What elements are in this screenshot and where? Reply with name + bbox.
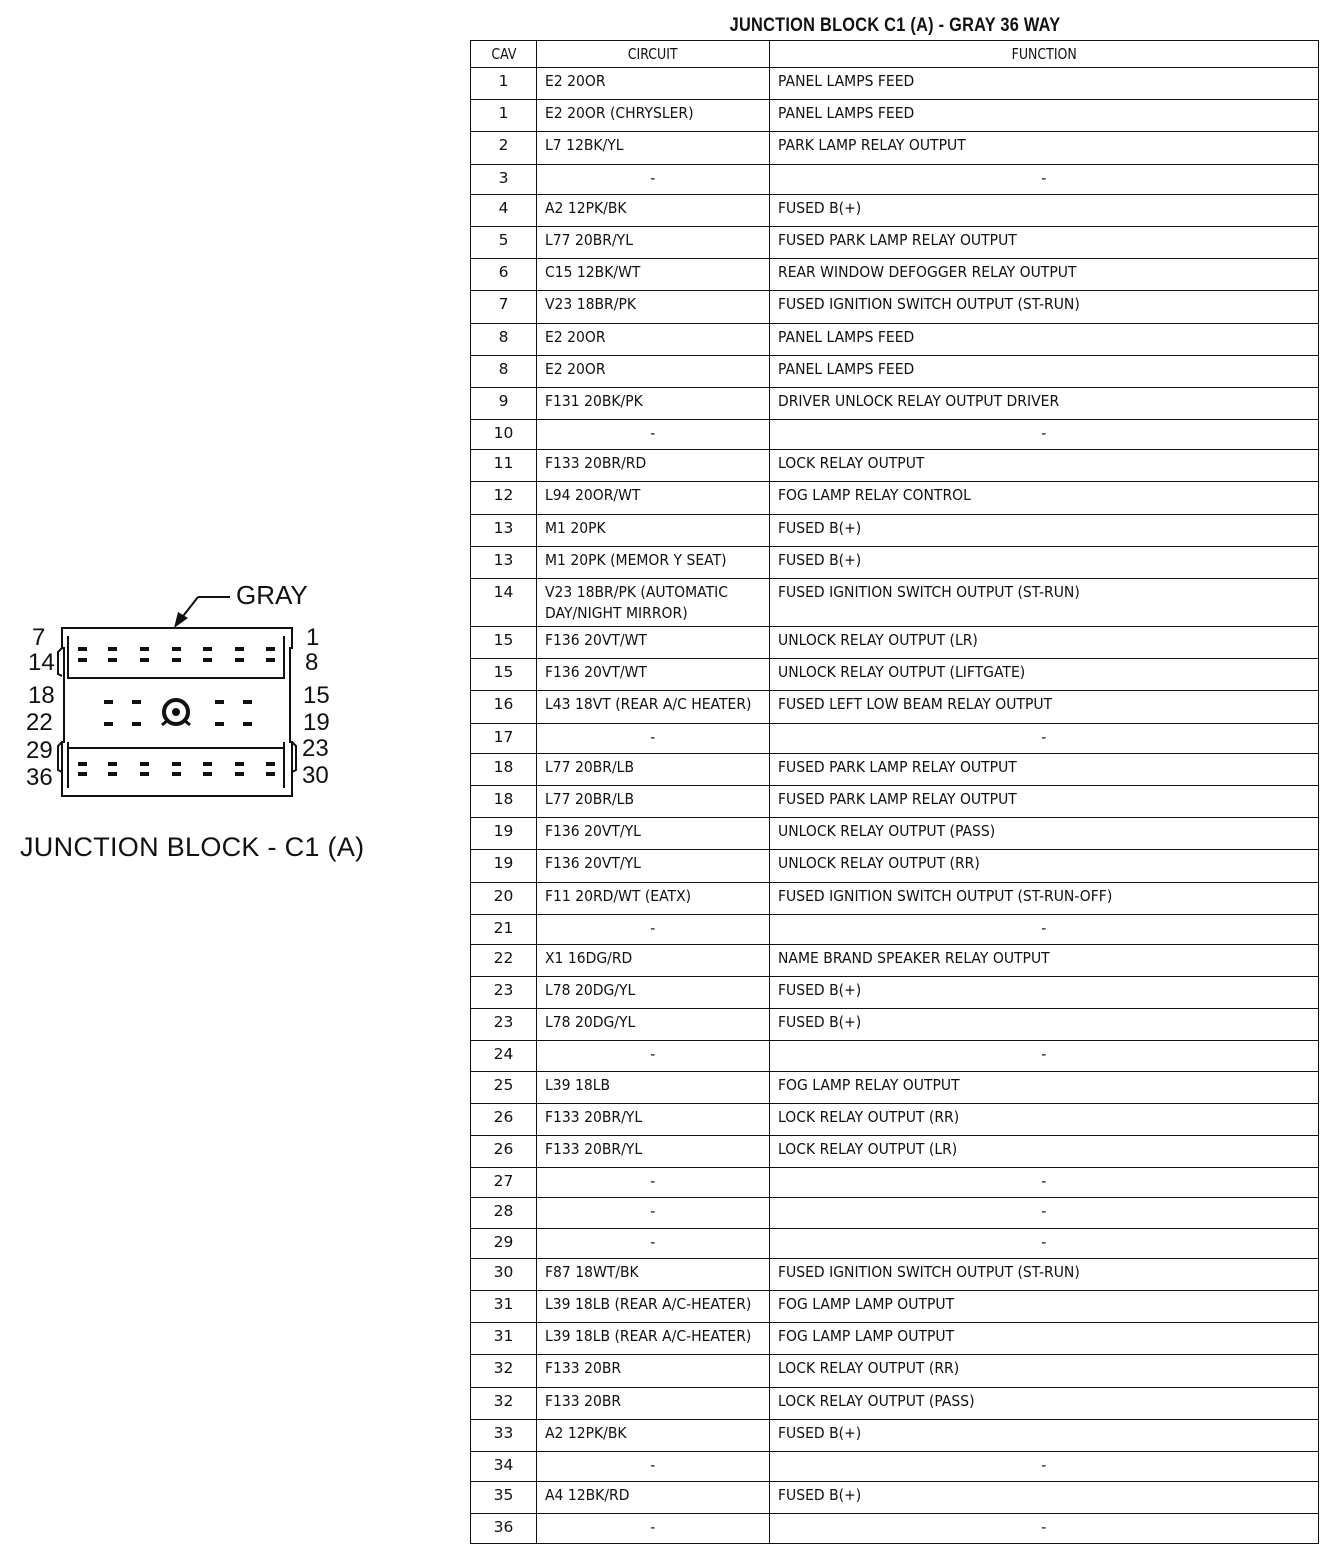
table-row	[471, 914, 1319, 944]
cell-function: -	[770, 1514, 1319, 1544]
cell-cav: 15	[471, 659, 537, 691]
table-body	[471, 68, 1319, 1544]
cell-circuit: E2 20OR	[537, 355, 770, 387]
cell-cav: 16	[471, 691, 537, 723]
table-row	[471, 194, 1319, 226]
cell-function: -	[770, 1041, 1319, 1071]
table-row	[471, 1136, 1319, 1168]
cell-circuit: L94 20OR/WT	[537, 482, 770, 514]
cell-circuit: L77 20BR/LB	[537, 753, 770, 785]
cell-function: -	[770, 914, 1319, 944]
table-row	[471, 482, 1319, 514]
table-row	[471, 420, 1319, 450]
cell-cav: 11	[471, 450, 537, 482]
table-row	[471, 850, 1319, 882]
cell-cav: 7	[471, 291, 537, 323]
cell-circuit: F133 20BR/YL	[537, 1136, 770, 1168]
cell-cav: 8	[471, 355, 537, 387]
cell-cav: 26	[471, 1103, 537, 1135]
cell-function: FUSED PARK LAMP RELAY OUTPUT	[770, 785, 1319, 817]
cell-function: LOCK RELAY OUTPUT (LR)	[770, 1136, 1319, 1168]
table-row	[471, 1290, 1319, 1322]
table-row	[471, 132, 1319, 164]
cell-function: FUSED B(+)	[770, 1009, 1319, 1041]
cell-circuit: L43 18VT (REAR A/C HEATER)	[537, 691, 770, 723]
table-row	[471, 514, 1319, 546]
cell-circuit: -	[537, 723, 770, 753]
cell-cav: 23	[471, 977, 537, 1009]
table-row	[471, 291, 1319, 323]
cell-cav: 28	[471, 1198, 537, 1228]
cell-function: PANEL LAMPS FEED	[770, 100, 1319, 132]
cell-function: UNLOCK RELAY OUTPUT (LR)	[770, 627, 1319, 659]
cell-function: LOCK RELAY OUTPUT (RR)	[770, 1355, 1319, 1387]
cell-cav: 24	[471, 1041, 537, 1071]
cell-cav: 25	[471, 1071, 537, 1103]
cell-cav: 15	[471, 627, 537, 659]
connector-color-label: GRAY	[236, 580, 308, 610]
cell-cav: 1	[471, 68, 537, 100]
cell-cav: 20	[471, 882, 537, 914]
cell-cav: 35	[471, 1482, 537, 1514]
cell-function: FUSED B(+)	[770, 194, 1319, 226]
cell-circuit: L77 20BR/YL	[537, 226, 770, 258]
cell-function: PANEL LAMPS FEED	[770, 68, 1319, 100]
cell-circuit: F133 20BR/RD	[537, 450, 770, 482]
cell-circuit: F133 20BR/YL	[537, 1103, 770, 1135]
cell-function: FUSED IGNITION SWITCH OUTPUT (ST-RUN)	[770, 291, 1319, 323]
cell-circuit: F136 20VT/YL	[537, 850, 770, 882]
cell-cav: 4	[471, 194, 537, 226]
cell-function: FUSED B(+)	[770, 1482, 1319, 1514]
cell-function: LOCK RELAY OUTPUT (RR)	[770, 1103, 1319, 1135]
cell-circuit: -	[537, 420, 770, 450]
cell-cav: 36	[471, 1514, 537, 1544]
cell-circuit: -	[537, 1451, 770, 1481]
cell-function: FUSED B(+)	[770, 977, 1319, 1009]
cell-cav: 19	[471, 818, 537, 850]
cell-function: REAR WINDOW DEFOGGER RELAY OUTPUT	[770, 259, 1319, 291]
table-row	[471, 723, 1319, 753]
cell-function: UNLOCK RELAY OUTPUT (RR)	[770, 850, 1319, 882]
pinout-table	[470, 40, 1319, 1544]
pin-label-22: 22	[26, 709, 53, 736]
cell-cav: 9	[471, 387, 537, 419]
pin-label-8: 8	[305, 649, 319, 676]
center-stud-icon	[162, 700, 190, 725]
cell-function: UNLOCK RELAY OUTPUT (PASS)	[770, 818, 1319, 850]
table-row	[471, 882, 1319, 914]
pin-label-18: 18	[28, 682, 55, 709]
cell-circuit: M1 20PK	[537, 514, 770, 546]
connector-face	[0, 0, 440, 900]
cell-circuit: F87 18WT/BK	[537, 1258, 770, 1290]
cell-function: -	[770, 1228, 1319, 1258]
cell-circuit: M1 20PK (MEMOR Y SEAT)	[537, 546, 770, 578]
header-function: FUNCTION	[770, 41, 1319, 68]
cell-circuit: L39 18LB (REAR A/C-HEATER)	[537, 1323, 770, 1355]
cell-function: PANEL LAMPS FEED	[770, 355, 1319, 387]
table-row	[471, 691, 1319, 723]
cell-circuit: L39 18LB	[537, 1071, 770, 1103]
cell-circuit: A4 12BK/RD	[537, 1482, 770, 1514]
pin-label-7: 7	[32, 624, 46, 651]
pin-label-14: 14	[28, 649, 55, 676]
cell-circuit: -	[537, 164, 770, 194]
cell-function: LOCK RELAY OUTPUT	[770, 450, 1319, 482]
table-row	[471, 818, 1319, 850]
cell-circuit: E2 20OR (CHRYSLER)	[537, 100, 770, 132]
pin-label-23: 23	[302, 735, 329, 762]
table-row	[471, 579, 1319, 627]
cell-function: FUSED PARK LAMP RELAY OUTPUT	[770, 226, 1319, 258]
cell-cav: 26	[471, 1136, 537, 1168]
cell-function: UNLOCK RELAY OUTPUT (LIFTGATE)	[770, 659, 1319, 691]
connector-diagram	[0, 0, 440, 900]
cell-cav: 21	[471, 914, 537, 944]
cell-circuit: -	[537, 1168, 770, 1198]
table-row	[471, 164, 1319, 194]
cell-cav: 19	[471, 850, 537, 882]
cell-cav: 1	[471, 100, 537, 132]
table-row	[471, 1041, 1319, 1071]
cell-function: FOG LAMP RELAY CONTROL	[770, 482, 1319, 514]
cell-cav: 13	[471, 514, 537, 546]
table-row	[471, 68, 1319, 100]
cell-cav: 31	[471, 1323, 537, 1355]
cell-cav: 13	[471, 546, 537, 578]
cell-function: -	[770, 164, 1319, 194]
table-row	[471, 1355, 1319, 1387]
table-row	[471, 1514, 1319, 1544]
cell-function: FOG LAMP RELAY OUTPUT	[770, 1071, 1319, 1103]
cell-circuit: E2 20OR	[537, 323, 770, 355]
cell-function: FUSED IGNITION SWITCH OUTPUT (ST-RUN)	[770, 579, 1319, 627]
pin-row-top	[78, 647, 275, 662]
cell-circuit: F11 20RD/WT (EATX)	[537, 882, 770, 914]
cell-function: FUSED LEFT LOW BEAM RELAY OUTPUT	[770, 691, 1319, 723]
pin-label-29: 29	[26, 737, 53, 764]
cell-circuit: F136 20VT/WT	[537, 659, 770, 691]
pin-label-15: 15	[303, 682, 330, 709]
table-row	[471, 1228, 1319, 1258]
header-cav: CAV	[471, 41, 537, 68]
cell-cav: 6	[471, 259, 537, 291]
cell-circuit: V23 18BR/PK	[537, 291, 770, 323]
cell-function: FOG LAMP LAMP OUTPUT	[770, 1323, 1319, 1355]
cell-circuit: L78 20DG/YL	[537, 1009, 770, 1041]
cell-circuit: F136 20VT/YL	[537, 818, 770, 850]
cell-function: FUSED B(+)	[770, 546, 1319, 578]
table-header-row	[471, 41, 1319, 68]
table-row	[471, 1071, 1319, 1103]
pin-label-30: 30	[302, 762, 329, 789]
cell-function: -	[770, 1451, 1319, 1481]
cell-function: FUSED B(+)	[770, 514, 1319, 546]
cell-circuit: L77 20BR/LB	[537, 785, 770, 817]
table-row	[471, 450, 1319, 482]
table-row	[471, 323, 1319, 355]
cell-cav: 18	[471, 753, 537, 785]
table-row	[471, 785, 1319, 817]
cell-cav: 5	[471, 226, 537, 258]
cell-function: FUSED IGNITION SWITCH OUTPUT (ST-RUN-OFF)	[770, 882, 1319, 914]
cell-circuit: F136 20VT/WT	[537, 627, 770, 659]
cell-cav: 34	[471, 1451, 537, 1481]
cell-function: FUSED IGNITION SWITCH OUTPUT (ST-RUN)	[770, 1258, 1319, 1290]
cell-cav: 12	[471, 482, 537, 514]
cell-function: PARK LAMP RELAY OUTPUT	[770, 132, 1319, 164]
cell-cav: 27	[471, 1168, 537, 1198]
cell-circuit: -	[537, 1198, 770, 1228]
connector-inner-bottom	[68, 748, 284, 788]
cell-circuit: F133 20BR	[537, 1355, 770, 1387]
table-row	[471, 1387, 1319, 1419]
cell-circuit: -	[537, 1041, 770, 1071]
cell-function: LOCK RELAY OUTPUT (PASS)	[770, 1387, 1319, 1419]
cell-cav: 29	[471, 1228, 537, 1258]
pin-label-19: 19	[303, 709, 330, 736]
diagram-caption: JUNCTION BLOCK - C1 (A)	[20, 832, 365, 862]
cell-circuit: C15 12BK/WT	[537, 259, 770, 291]
cell-circuit: X1 16DG/RD	[537, 944, 770, 976]
cell-cav: 3	[471, 164, 537, 194]
leader-arrow-icon	[174, 597, 230, 628]
cell-function: FUSED B(+)	[770, 1419, 1319, 1451]
table-row	[471, 1198, 1319, 1228]
table-row	[471, 627, 1319, 659]
cell-cav: 31	[471, 1290, 537, 1322]
cell-circuit: V23 18BR/PK (AUTOMATIC DAY/NIGHT MIRROR)	[537, 579, 770, 627]
cell-function: -	[770, 723, 1319, 753]
cell-function: NAME BRAND SPEAKER RELAY OUTPUT	[770, 944, 1319, 976]
cell-circuit: -	[537, 1228, 770, 1258]
table-row	[471, 977, 1319, 1009]
cell-cav: 10	[471, 420, 537, 450]
cell-cav: 32	[471, 1387, 537, 1419]
table-row	[471, 944, 1319, 976]
table-row	[471, 226, 1319, 258]
cell-function: DRIVER UNLOCK RELAY OUTPUT DRIVER	[770, 387, 1319, 419]
table-row	[471, 1009, 1319, 1041]
cell-circuit: L78 20DG/YL	[537, 977, 770, 1009]
cell-function: -	[770, 1198, 1319, 1228]
cell-cav: 22	[471, 944, 537, 976]
table-row	[471, 1323, 1319, 1355]
cell-cav: 33	[471, 1419, 537, 1451]
cell-cav: 30	[471, 1258, 537, 1290]
cell-circuit: -	[537, 1514, 770, 1544]
cell-function: FOG LAMP LAMP OUTPUT	[770, 1290, 1319, 1322]
cell-cav: 23	[471, 1009, 537, 1041]
table-title: JUNCTION BLOCK C1 (A) - GRAY 36 WAY	[729, 15, 1061, 36]
cell-circuit: A2 12PK/BK	[537, 194, 770, 226]
pin-row-bottom	[78, 762, 275, 776]
table-row	[471, 1258, 1319, 1290]
cell-circuit: E2 20OR	[537, 68, 770, 100]
cell-circuit: A2 12PK/BK	[537, 1419, 770, 1451]
connector-inner-top	[68, 636, 284, 678]
cell-function: FUSED PARK LAMP RELAY OUTPUT	[770, 753, 1319, 785]
cell-cav: 18	[471, 785, 537, 817]
header-circuit: CIRCUIT	[537, 41, 770, 68]
table-row	[471, 659, 1319, 691]
cell-cav: 32	[471, 1355, 537, 1387]
table-row	[471, 753, 1319, 785]
table-row	[471, 1482, 1319, 1514]
pin-label-1: 1	[306, 624, 320, 651]
cell-function: -	[770, 1168, 1319, 1198]
cell-cav: 17	[471, 723, 537, 753]
table-row	[471, 1168, 1319, 1198]
table-row	[471, 259, 1319, 291]
cell-circuit: -	[537, 914, 770, 944]
cell-circuit: L7 12BK/YL	[537, 132, 770, 164]
table-row	[471, 1451, 1319, 1481]
table-row	[471, 1103, 1319, 1135]
pin-label-36: 36	[26, 764, 53, 791]
cell-circuit: F131 20BK/PK	[537, 387, 770, 419]
cell-cav: 8	[471, 323, 537, 355]
cell-function: -	[770, 420, 1319, 450]
cell-circuit: L39 18LB (REAR A/C-HEATER)	[537, 1290, 770, 1322]
cell-cav: 14	[471, 579, 537, 627]
table-row	[471, 1419, 1319, 1451]
table-row	[471, 387, 1319, 419]
cell-function: PANEL LAMPS FEED	[770, 323, 1319, 355]
cell-cav: 2	[471, 132, 537, 164]
table-row	[471, 546, 1319, 578]
cell-circuit: F133 20BR	[537, 1387, 770, 1419]
table-row	[471, 100, 1319, 132]
table-row	[471, 355, 1319, 387]
